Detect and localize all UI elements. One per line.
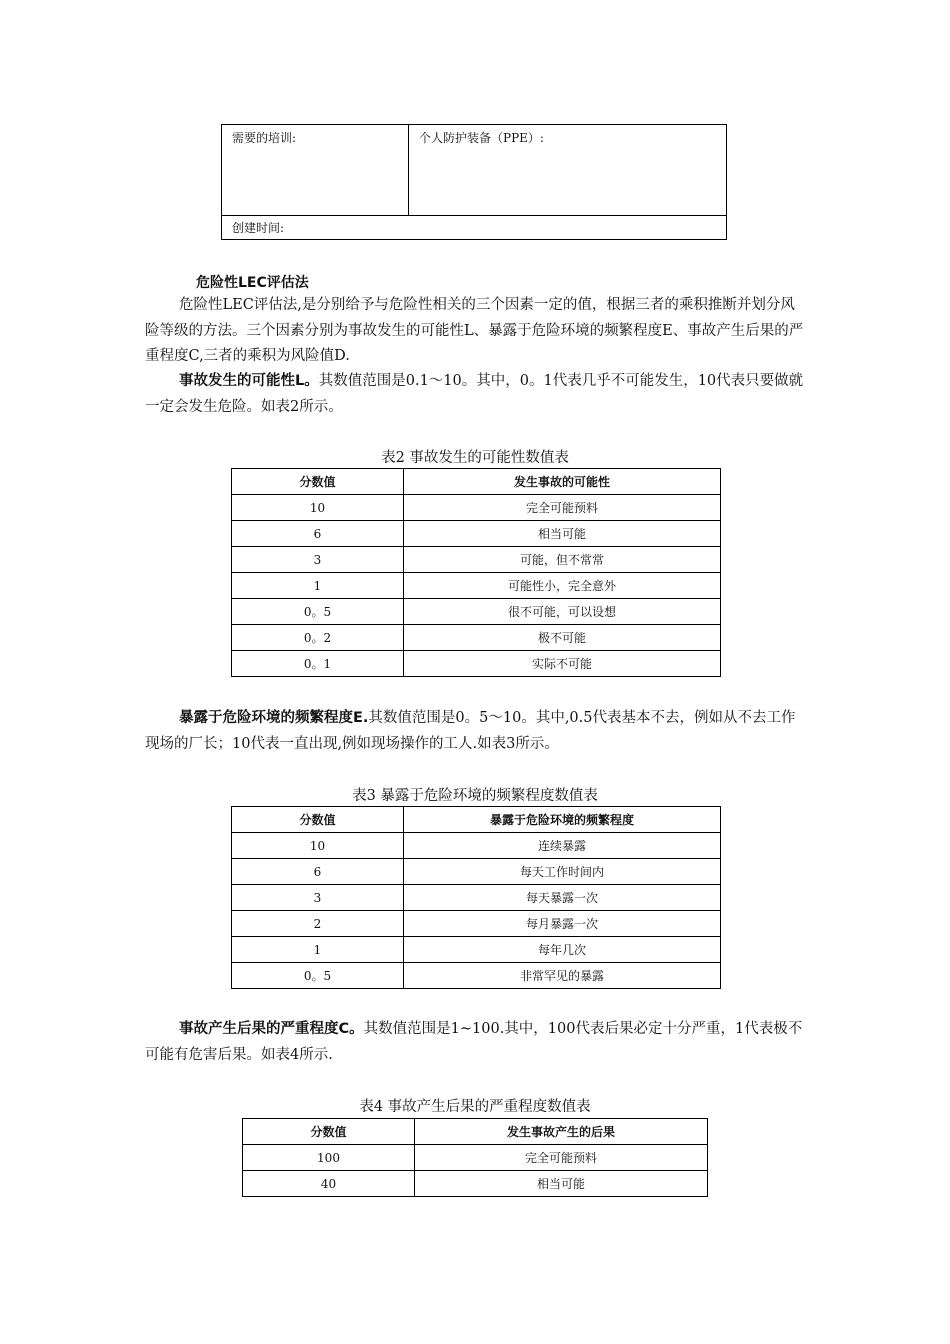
intro-paragraph [145,293,805,370]
table3-caption: 表3 暴露于危险环境的频繁程度数值表 [352,788,598,804]
description-cell: 相当可能 [404,521,721,547]
score-cell: 10 [232,833,404,859]
table-row [232,963,721,989]
score-cell: 3 [232,885,404,911]
header-score: 分数值 [232,469,404,495]
header-score: 分数值 [232,807,404,833]
description-cell: 每天暴露一次 [404,885,721,911]
description-cell: 相当可能 [415,1171,708,1197]
description-cell: 极不可能 [404,625,721,651]
description-cell: 每天工作时间内 [404,859,721,885]
score-cell: 2 [232,911,404,937]
score-cell: 100 [243,1145,415,1171]
header-score: 分数值 [243,1119,415,1145]
description-cell: 连续暴露 [404,833,721,859]
table2 [231,468,721,677]
header-description: 发生事故的可能性 [404,469,721,495]
score-cell: 1 [232,937,404,963]
table-row [232,911,721,937]
score-cell: 0。1 [232,651,404,677]
score-cell: 10 [232,495,404,521]
table-row [232,651,721,677]
table-row [243,1145,708,1171]
ppe-cell: 个人防护装备（PPE）: [409,125,727,216]
description-cell: 完全可能预料 [415,1145,708,1171]
table-header-row [232,469,721,495]
severity-text: 其数值范围是1~100.其中，100代表后果必定十分严重，1代表极不可能有危害后果。如表4所示. [145,1021,803,1063]
score-cell: 0。5 [232,599,404,625]
table-row [232,495,721,521]
table-row [232,521,721,547]
description-cell: 非常罕见的暴露 [404,963,721,989]
description-cell: 每年几次 [404,937,721,963]
exposure-paragraph [145,706,805,757]
table-header-row [243,1119,708,1145]
table-row [232,937,721,963]
description-cell: 很不可能，可以设想 [404,599,721,625]
table-row [232,547,721,573]
description-cell: 可能，但不常常 [404,547,721,573]
intro-text: 危险性LEC评估法,是分别给予与危险性相关的三个因素一定的值，根据三者的乘积推断并划分风险等级的方法。三个因素分别为事故发生的可能性L、暴露于危险环境的频繁程度E、事故产生后果的严重程度C,三者的乘积为风险值D. [145,297,804,364]
severity-paragraph [145,1017,805,1068]
exposure-text: 其数值范围是0。5～10。其中,0.5代表基本不去，例如从不去工作现场的厂长；10代表一直出现,例如现场操作的工人.如表3所示。 [145,710,796,752]
table-row [232,833,721,859]
table3 [231,806,721,989]
likelihood-text: 其数值范围是0.1～10。其中，0。1代表几乎不可能发生，10代表只要做就一定会发生危险。如表2所示。 [145,373,804,415]
likelihood-paragraph [145,369,805,420]
score-cell: 40 [243,1171,415,1197]
table-row [243,1171,708,1197]
table-header-row [232,807,721,833]
training-cell: 需要的培训: [222,125,409,216]
score-cell: 0。2 [232,625,404,651]
form-table [221,124,727,240]
score-cell: 6 [232,859,404,885]
table-row [232,625,721,651]
table-row [232,859,721,885]
created-time-cell: 创建时间: [222,216,727,240]
score-cell: 6 [232,521,404,547]
description-cell: 可能性小，完全意外 [404,573,721,599]
table2-caption: 表2 事故发生的可能性数值表 [381,450,569,466]
table4-caption: 表4 事故产生后果的严重程度数值表 [359,1099,591,1115]
score-cell: 0。5 [232,963,404,989]
score-cell: 1 [232,573,404,599]
table4 [242,1118,708,1197]
likelihood-term: 事故发生的可能性L。 [179,373,319,389]
table-row [232,599,721,625]
description-cell: 实际不可能 [404,651,721,677]
exposure-term: 暴露于危险环境的频繁程度E. [179,710,369,726]
description-cell: 每月暴露一次 [404,911,721,937]
severity-term: 事故产生后果的严重程度C。 [179,1021,364,1037]
header-description: 发生事故产生的后果 [415,1119,708,1145]
table-row [232,885,721,911]
table-row [232,573,721,599]
description-cell: 完全可能预料 [404,495,721,521]
score-cell: 3 [232,547,404,573]
header-description: 暴露于危险环境的频繁程度 [404,807,721,833]
section-heading: 危险性LEC评估法 [196,275,309,291]
